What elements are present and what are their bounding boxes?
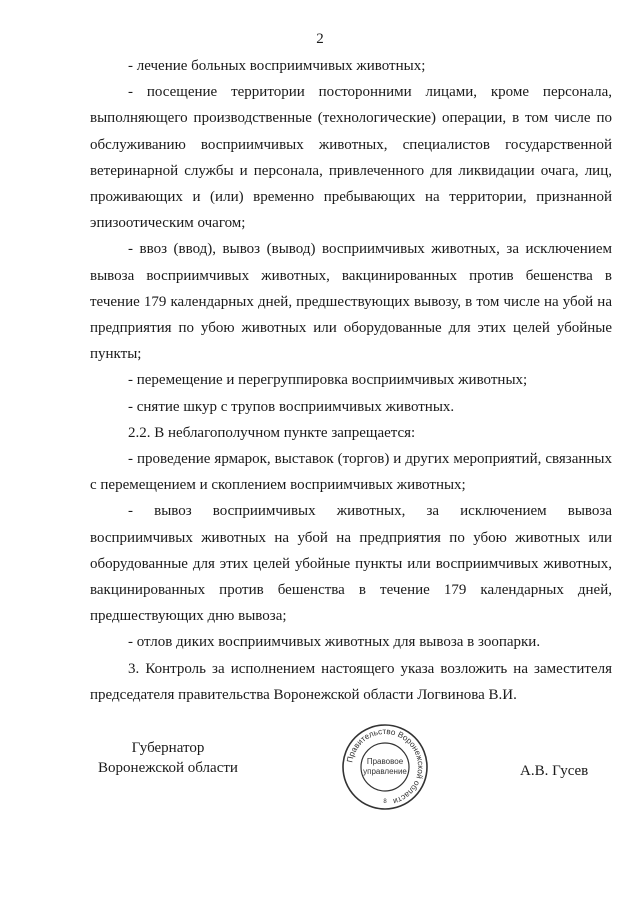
paragraph-control-clause: 3. Контроль за исполнением настоящего указа возложить на заместителя председателя правительства Воронежской области Логвинова В.И. xyxy=(90,660,612,703)
paragraph-visit-ban: - посещение территории посторонними лицами, кроме персонала, выполняющего производственные (технологические) операции, в том числе по обслуживанию восприимчивых животных, специалистов государственной ветеринарной службы и персонала, привлеченного для ликвидации очага, лиц, проживающих и (или) временно пребывающих на территории, признанной эпизоотическим очагом; xyxy=(90,84,612,232)
paragraph-fairs-ban: - проведение ярмарок, выставок (торгов) и других мероприятий, связанных с перемещением и скоплением восприимчивых животных; xyxy=(90,451,612,494)
official-seal-stamp xyxy=(340,722,430,812)
signatory-name: А.В. Гусев xyxy=(520,763,589,779)
seal-ring-text: Правительство Воронежской области xyxy=(345,726,426,806)
paragraph-treatment: - лечение больных восприимчивых животных; xyxy=(128,58,426,74)
seal-number: 8 xyxy=(383,799,387,805)
seal-graphic xyxy=(340,722,430,812)
paragraph-wild-capture-ban: - отлов диких восприимчивых животных для вывоза в зоопарки. xyxy=(128,634,541,651)
seal-center-line1: Правовое xyxy=(366,757,404,766)
document-body xyxy=(90,53,612,708)
seal-center-line2: управление xyxy=(363,767,407,776)
signatory-title-line1: Губернатор xyxy=(131,740,205,756)
paragraph-skinning-ban: - снятие шкур с трупов восприимчивых животных. xyxy=(128,398,455,415)
section-2-2-heading: 2.2. В неблагополучном пункте запрещается: xyxy=(128,424,416,441)
signatory-title-line2: Воронежской области xyxy=(98,760,238,776)
signatory-title xyxy=(88,738,248,778)
paragraph-regrouping-ban: - перемещение и перегруппировка восприимчивых животных; xyxy=(128,372,528,389)
paragraph-export-ban: - вывоз восприимчивых животных, за исключением вывоза восприимчивых животных на убой на предприятия по убою животных или оборудованные для этих целей убойные пункты или восприимчивых животных, вакцинированных против бешенства в течение 179 календарных дней, предшествующих дню вывоза; xyxy=(90,503,612,625)
page-number: 2 xyxy=(316,31,324,47)
paragraph-import-export-ban: - ввоз (ввод), вывоз (вывод) восприимчивых животных, за исключением вывоза восприимчивых животных, вакцинированных против бешенства в течение 179 календарных дней, предшествующих вывозу, в том числе на убой на предприятия по убою животных или оборудованные для этих целей убойные пункты; xyxy=(90,241,612,363)
